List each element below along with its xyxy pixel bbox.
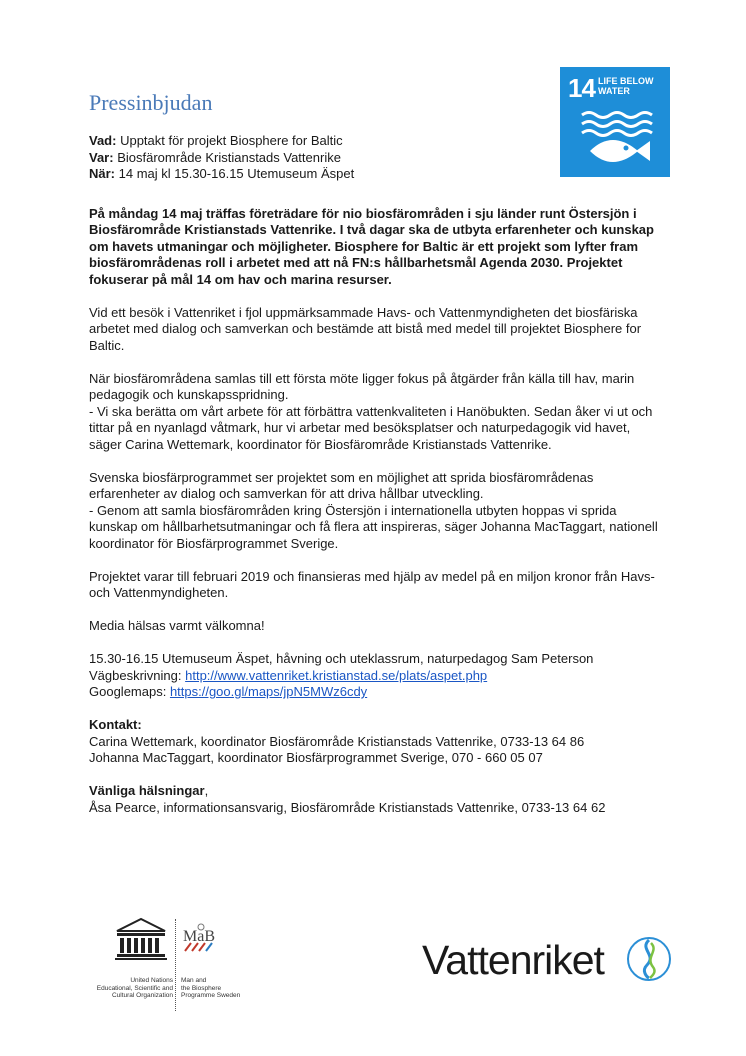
unesco-temple-icon bbox=[115, 917, 167, 961]
logo-divider bbox=[175, 919, 176, 1011]
directions-link[interactable]: http://www.vattenriket.kristianstad.se/plats/aspet.php bbox=[185, 667, 488, 683]
paragraph-4: Projektet varar till februari 2019 och finansieras med hjälp av medel på en miljon kronor från Havs- och Vattenmyndigheten. bbox=[89, 568, 655, 600]
unesco-mab-logo bbox=[85, 917, 245, 1007]
event-details: 15.30-16.15 Utemuseum Äspet, håvning och uteklassrum, naturpedagog Sam Peterson bbox=[89, 651, 594, 666]
footer-logos bbox=[0, 905, 746, 1015]
unesco-caption: United Nations Educational, Scientific and Cultural Organization bbox=[96, 977, 173, 999]
paragraph-5: Media hälsas varmt välkomna! bbox=[89, 618, 265, 633]
paragraph-1: Vid ett besök i Vattenriket i fjol uppmärksammade Havs- och Vattenmyndigheten det biosfäriska arbetet med dialog och samverkan och bestämde att bistå med medel till projektet Biosphere for Baltic. bbox=[89, 304, 642, 353]
paragraph-3b-quote: - Genom att samla biosfärområden kring Östersjön i internationella utbyten hoppas vi sprida kunskap om hållbarhetsutmaningar och få flera att inspireras, säger Johanna MacTaggart, nationell koordinator för Biosfärprogrammet Sverige. bbox=[89, 502, 658, 551]
paragraph-3a: Svenska biosfärprogrammet ser projektet som en möjlighet att sprida biosfärområdenas erfarenheter av dialog och samverkan för att driva hållbar utveckling. bbox=[89, 469, 594, 501]
meta-var: Var: Biosfärområde Kristianstads Vattenrike bbox=[89, 149, 341, 165]
intro-paragraph: På måndag 14 maj träffas företrädare för nio biosfärområden i sju länder runt Östersjön i Biosfärområde Kristianstads Vattenrike. I två dagar ska de utbyta erfarenheter och kunskap om havets utmaningar och möjligheter. Biosphere for Baltic är ett projekt som lyfter fram biosfärområdenas roll i arbetet med att nå FN:s hållbarhetsmål Agenda 2030. Projektet fokuserar på mål 14 om hav och marina resurser. bbox=[89, 205, 654, 287]
meta-vad: Vad: Upptakt för projekt Biosphere for Baltic bbox=[89, 133, 343, 148]
contact-line-1: Carina Wettemark, koordinator Biosfärområde Kristianstads Vattenrike, 0733-13 64 86 bbox=[89, 733, 585, 749]
mab-logo-icon bbox=[181, 921, 221, 965]
mab-caption: Man and the Biosphere Programme Sweden bbox=[181, 977, 241, 999]
document-body bbox=[89, 133, 659, 816]
paragraph-2b-quote: - Vi ska berätta om vårt arbete för att förbättra vattenkvaliteten i Hanöbukten. Sedan åker vi ut och tittar på en nyanlagd våtmark, hur vi arbetar med besöksplatser och naturpedagogik vid havet, säger Carina Wettemark, koordinator för Biosfärområde Kristianstads Vattenrike. bbox=[89, 403, 653, 452]
googlemaps-link[interactable]: https://goo.gl/maps/jpN5MWz6cdy bbox=[169, 684, 368, 699]
greeting: Vänliga hälsningar, bbox=[89, 783, 209, 798]
svg-text:MaB: MaB bbox=[183, 928, 215, 945]
sdg-label: LIFE BELOW WATER bbox=[598, 76, 654, 96]
directions-line: Vägbeskrivning: http://www.vattenriket.kristianstad.se/plats/aspet.php bbox=[89, 667, 488, 683]
vattenriket-swirl-icon bbox=[625, 935, 677, 987]
contact-line-2: Johanna MacTaggart, koordinator Biosfärprogrammet Sverige, 070 - 660 05 07 bbox=[89, 750, 543, 765]
meta-nar: När: 14 maj kl 15.30-16.15 Utemuseum Äspet bbox=[89, 166, 355, 181]
vattenriket-wordmark: Vattenriket bbox=[422, 937, 604, 983]
page-title: Pressinbjudan bbox=[89, 90, 213, 115]
sdg-number: 14 bbox=[568, 73, 595, 103]
paragraph-2a: När biosfärområdena samlas till ett första möte ligger fokus på åtgärder från källa till hav, marin pedagogik och kunskapsspridning. bbox=[89, 370, 635, 402]
signature-line: Åsa Pearce, informationsansvarig, Biosfärområde Kristianstads Vattenrike, 0733-13 64 62 bbox=[89, 799, 606, 815]
maps-line: Googlemaps: https://goo.gl/maps/jpN5MWz6cdy bbox=[89, 684, 368, 699]
contact-heading: Kontakt: bbox=[89, 717, 142, 732]
